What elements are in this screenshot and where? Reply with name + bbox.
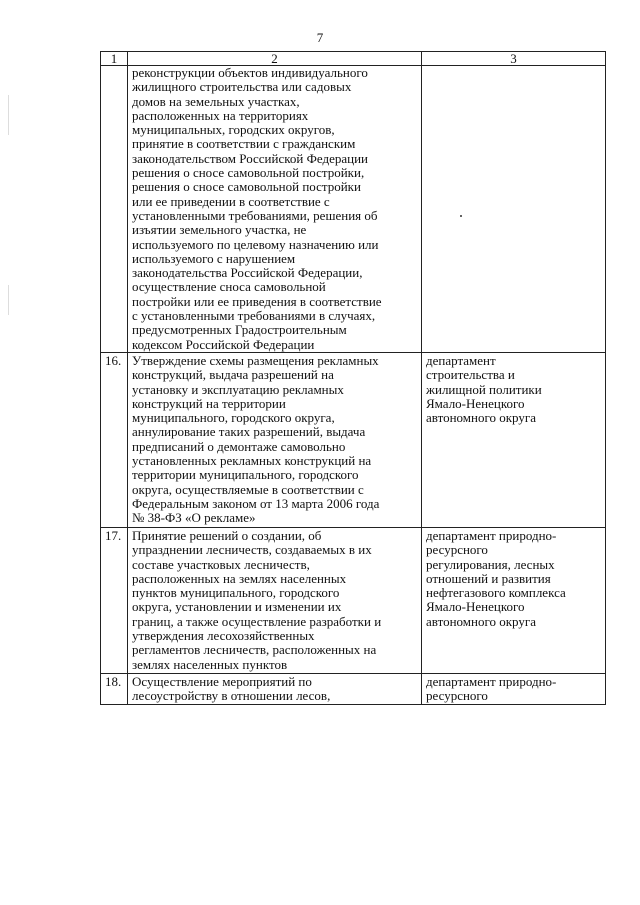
scan-speck	[460, 215, 462, 217]
table-row	[101, 673, 606, 704]
table-header-row	[101, 52, 606, 66]
row-responsible-body	[422, 66, 606, 353]
row-authority-text: Утверждение схемы размещения рекламных конструкций, выдача разрешений на установку и эксплуатацию рекламных конструкций на территории муниципального, городского округа, аннулирование таких разрешений, выдача предписаний о демонтаже самовольно установленных рекламных конструкций на территории муниципального, городского округа, осуществляемые в соответствии с Федеральным законом от 13 марта 2006 года № 38-ФЗ «О рекламе»	[128, 352, 422, 527]
row-number: 16.	[101, 352, 128, 527]
row-number: 17.	[101, 527, 128, 673]
row-responsible-body: департамент природно- ресурсного	[422, 673, 606, 704]
row-number	[101, 66, 128, 353]
table-row	[101, 66, 606, 353]
row-responsible-body: департамент строительства и жилищной политики Ямало-Ненецкого автономного округа	[422, 352, 606, 527]
row-authority-text: реконструкции объектов индивидуального жилищного строительства или садовых домов на земельных участках, расположенных на территориях муниципальных, городских округов, принятие в соответствии с гражданским законодательством Российской Федерации решения о сносе самовольной постройки, решения о сносе самовольной постройки или ее приведении в соответствие с установленными требованиями, решения об изъятии земельного участка, не используемого по целевому назначению или используемого с нарушением законодательства Российской Федерации, осуществление сноса самовольной постройки или ее приведения в соответствие с установленными требованиями в случаях, предусмотренных Градостроительным кодексом Российской Федерации	[128, 66, 422, 353]
column-header: 2	[128, 52, 422, 66]
page-number: 7	[316, 30, 324, 45]
row-authority-text: Осуществление мероприятий по лесоустройству в отношении лесов,	[128, 673, 422, 704]
column-header: 1	[101, 52, 128, 66]
authority-table	[100, 51, 606, 705]
row-authority-text: Принятие решений о создании, об упразднении лесничеств, создаваемых в их составе участковых лесничеств, расположенных на землях населенных пунктов муниципального, городского округа, установлении и изменении их границ, а также осуществление разработки и утверждения лесохозяйственных регламентов лесничеств, расположенных на землях населенных пунктов	[128, 527, 422, 673]
scan-edge-mark	[8, 95, 9, 135]
column-header: 3	[422, 52, 606, 66]
table-row	[101, 352, 606, 527]
scan-edge-mark	[8, 285, 9, 315]
row-responsible-body: департамент природно- ресурсного регулирования, лесных отношений и развития нефтегазового комплекса Ямало-Ненецкого автономного округа	[422, 527, 606, 673]
table-row	[101, 527, 606, 673]
row-number: 18.	[101, 673, 128, 704]
